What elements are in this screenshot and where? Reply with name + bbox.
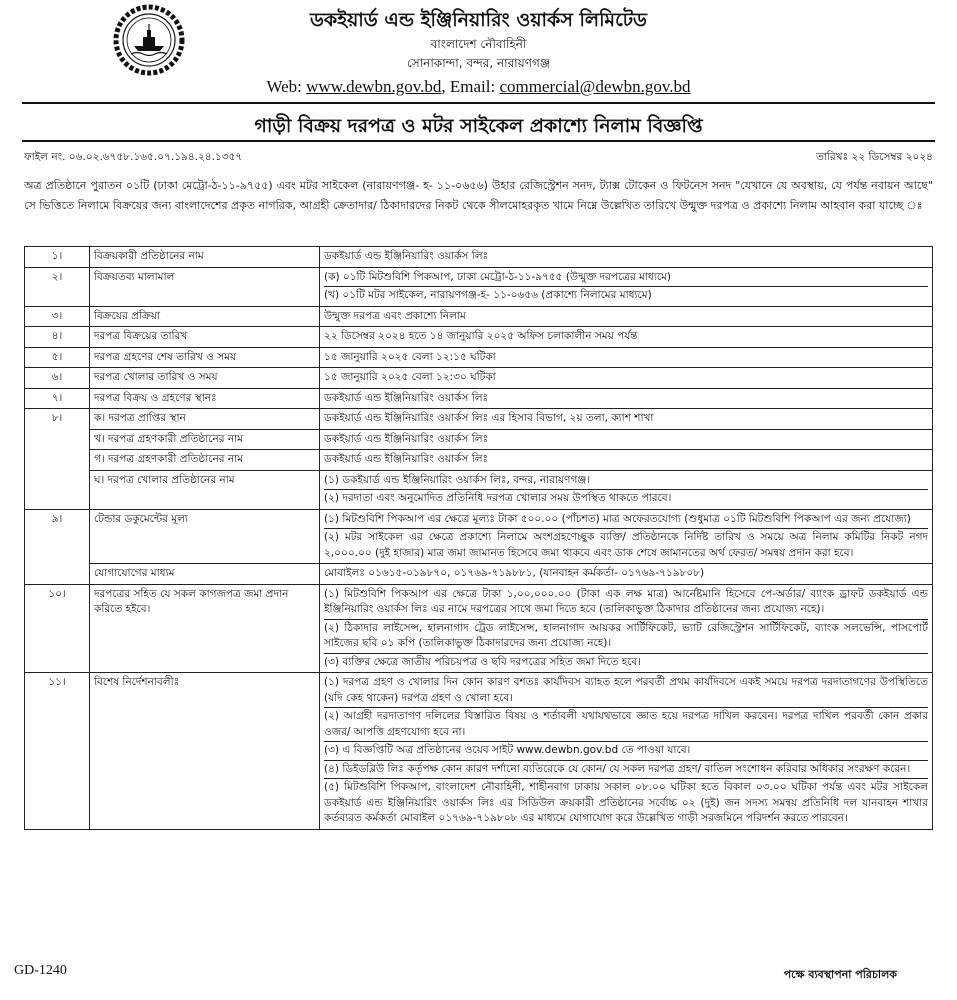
table-row [25, 347, 933, 368]
email-link[interactable]: commercial@dewbn.gov.bd [499, 77, 691, 96]
title-divider-bottom [22, 140, 935, 142]
serial-number: ৮। [25, 409, 90, 510]
serial-number: ৭। [25, 388, 90, 409]
table-row [25, 247, 933, 268]
row-value: ১৫ জানুয়ারি ২০২৫ বেলা ১২:৩০ ঘটিকা [320, 368, 933, 389]
table-row [25, 450, 933, 471]
row-label: টেন্ডার ডকুমেন্টের মূল্য [90, 509, 320, 564]
row-label: দরপত্র খোলার তারিখ ও সময় [90, 368, 320, 389]
row-value [320, 470, 933, 509]
row-value: ২২ ডিসেম্বর ২০২৪ হতে ১৪ জানুয়ারি ২০২৫ অফিস চলাকালীন সময় পর্যন্ত [320, 327, 933, 348]
table-row [25, 388, 933, 409]
serial-number: ১০। [25, 584, 90, 673]
row-label: যোগাযোগের মাধ্যম [90, 564, 320, 585]
sub-value: (৪) ডিইডব্লিউ লিঃ কর্তৃপক্ষ কোন কারণ দর্শানো ব্যতিরেকে যে কোন/ যে সকল দরপত্র গ্রহণ/ বাতিল সংশোধন করিবার অধিকার সংরক্ষণ করেন। [324, 760, 928, 778]
row-value: ডকইয়ার্ড এন্ড ইঞ্জিনিয়ারিং ওয়ার্কস লিঃ [320, 450, 933, 471]
row-label: খ। দরপত্র গ্রহণকারী প্রতিষ্ঠানের নাম [90, 429, 320, 450]
sub-value: (১) দরপত্র গ্রহণ ও খোলার দিন কোন কারণ বশতঃ কার্যদিবস ব্যাহত হলে পরবর্তী প্রথম কার্যদিবসে একই সময়ে দরপত্র দরদাতাগণের উপস্থিতিতে (যদি কেহ থাকেন) দরপত্র গ্রহণ ও খোলা হবে। [324, 676, 928, 704]
notice-title: গাড়ী বিক্রয় দরপত্র ও মটর সাইকেল প্রকাশ্যে নিলাম বিজ্ঞপ্তি [254, 115, 703, 137]
title-divider-top [22, 102, 935, 104]
table-row [25, 584, 933, 673]
sub-value: (২) মটর সাইকেল এর ক্ষেত্রে প্রকাশ্যে নিলামে অংশগ্রহণেচ্ছুক ব্যক্তি/ প্রতিষ্ঠানকে নির্দিষ্ট তারিখ ও সময়ে অত্র নিলাম কমিটির নিকট নগদ ২,০০০.০০ (দুই হাজার) মাত্র জমা জামানত হিসেবে জমা থাকবে এবং ডাক শেষে জামানতের অর্থ ফেরত/ সমন্বয় প্রদান করা হবে। [324, 528, 928, 561]
row-value [320, 584, 933, 673]
table-row [25, 509, 933, 564]
table-row [25, 429, 933, 450]
row-label: দরপত্র বিক্রয় ও গ্রহণের স্থানঃ [90, 388, 320, 409]
website-link[interactable]: www.dewbn.gov.bd [306, 77, 442, 96]
table-row [25, 267, 933, 306]
sub-value: (১) ডকইয়ার্ড এন্ড ইঞ্জিনিয়ারিং ওয়ার্কস লিঃ, বন্দর, নারায়ণগঞ্জ। [324, 473, 591, 486]
web-label: Web: [266, 77, 307, 96]
row-label: গ। দরপত্র গ্রহণকারী প্রতিষ্ঠানের নাম [90, 450, 320, 471]
org-address: সোনাকান্দা, বন্দর, নারায়ণগঞ্জ [406, 56, 551, 70]
row-label: ক। দরপত্র প্রাপ্তির স্থান [90, 409, 320, 430]
table-row [25, 564, 933, 585]
table-row [25, 470, 933, 509]
sub-value: (১) মিটশুবিশি পিকআপ এর ক্ষেত্রে টাকা ১,০০,০০০.০০ (টাকা এক লক্ষ মাত্র) আর্নেষ্টমানি হিসেবে পে-অর্ডার/ ব্যাংক ড্রাফট ডকইয়ার্ড এন্ড ইঞ্জিনিয়ারিং ওয়ার্কস লিঃ এর নামে দরপত্রের সাথে জমা দিতে হবে (তালিকাভুক্ত ঠিকাদার প্রতিষ্ঠানের জন্য প্রযোজ্য নহে)। [324, 587, 928, 615]
row-label: দরপত্রের সহিত যে সকল কাগজপত্র জমা প্রদান করিতে হইবে। [90, 584, 320, 673]
table-row [25, 409, 933, 430]
sub-value: (৩) এ বিজ্ঞপ্তিটি অত্র প্রতিষ্ঠানের ওয়েব সাইট www.dewbn.gov.bd তে পাওয়া যাবে। [324, 741, 928, 759]
row-value [320, 509, 933, 564]
row-label: বিশেষ নির্দেশনাবলীঃ [90, 673, 320, 830]
table-row [25, 306, 933, 327]
email-label: , Email: [441, 77, 500, 96]
org-name: ডকইয়ার্ড এন্ড ইঞ্জিনিয়ারিং ওয়ার্কস লিমিটেড [309, 9, 648, 31]
sub-value: (খ) ০১টি মটর সাইকেল, নারায়ণগঞ্জ-হ- ১১-০৬৫৬ (প্রকাশ্যে নিলামের মাধ্যমে) [324, 286, 928, 304]
row-value: ডকইয়ার্ড এন্ড ইঞ্জিনিয়ারিং ওয়ার্কস লিঃ [320, 247, 933, 268]
contact-numbers: মোবাইলঃ ০১৬১৫-০১৯৮৭০, ০১৭৬৯-৭১৯৮৮১, (যানবাহন কর্মকর্তা- ০১৭৬৯-৭১৯৮০৮) [320, 564, 933, 585]
table-row [25, 368, 933, 389]
serial-number: ২। [25, 267, 90, 306]
serial-number: ৫। [25, 347, 90, 368]
row-value: ডকইয়ার্ড এন্ড ইঞ্জিনিয়ারিং ওয়ার্কস লিঃ [320, 429, 933, 450]
row-label: বিক্রয়ের প্রক্রিয়া [90, 306, 320, 327]
serial-number: ৩। [25, 306, 90, 327]
sub-value: (১) মিটশুবিশি পিকআপ এর ক্ষেত্রে মূল্যঃ টাকা ৫০০.০০ (পাঁচশত) মাত্র অফেরতযোগ্য (শুধুমাত্র ০১টি মিটশুবিশি পিকআপ এর জন্য প্রযোজ্য) [324, 512, 911, 525]
row-label: বিক্রয়তব্য মালামাল [90, 267, 320, 306]
table-row [25, 327, 933, 348]
row-value: ডকইয়ার্ড এন্ড ইঞ্জিনিয়ারিং ওয়ার্কস লিঃ এর হিসাব বিভাগ, ২য় তলা, ক্যাশ শাখা [320, 409, 933, 430]
intro-paragraph: অত্র প্রতিষ্ঠানে পুরাতন ০১টি (ঢাকা মেট্রো-ঠ-১১-৯৭৫৫) এবং মটর সাইকেল (নারায়ণগঞ্জ- হ- ১১-০৬৫৬) উহার রেজিস্ট্রেশন সনদ, ট্যাক্স টোকেন ও ফিটনেস সনদ "যেখানে যে অবস্থায়, যে পর্যন্ত নবায়ন আছে" সে ভিত্তিতে নিলামে বিক্রয়ের জন্য বাংলাদেশের প্রকৃত নাগরিক, আগ্রহী ক্রেতাদার/ ঠিকাদারদের নিকট থেকে সীলমোহরকৃত খামে নিম্নে উল্লেখিত তারিখে উন্মুক্ত দরপত্র ও প্রকাশ্যে নিলাম আহবান করা যাচ্ছে ঃ [24, 179, 933, 212]
sub-value: (২) আগ্রহী দরদাতাগণ দলিলের বিস্তারিত বিষয় ও শর্তাবলী যথাযথভাবে জ্ঞাত হয়ে দরপত্র দাখিল করবেন। দরপত্র দাখিল পরবর্তী কোন প্রকার ওজর/ আপত্তি গ্রহণযোগ্য হবে না। [324, 707, 928, 740]
row-value: ডকইয়ার্ড এন্ড ইঞ্জিনিয়ারিং ওয়ার্কস লিঃ [320, 388, 933, 409]
sub-value: (৩) ব্যক্তির ক্ষেত্রে জাতীয় পরিচয়পত্র ও ছবি দরপত্রের সহিত জমা দিতে হবে। [324, 653, 928, 671]
sub-value: (২) দরদাতা এবং অনুমোদিত প্রতিনিধি দরপত্র খোলার সময় উপস্থিত থাকতে পারবে। [324, 489, 928, 507]
org-parent: বাংলাদেশ নৌবাহিনী [430, 37, 527, 51]
row-label: দরপত্র বিক্রয়ের তারিখ [90, 327, 320, 348]
serial-number: ১১। [25, 673, 90, 830]
contact-line [0, 77, 957, 97]
serial-number: ৬। [25, 368, 90, 389]
signatory: পক্ষে ব্যবস্থাপনা পরিচালক [783, 968, 897, 981]
document-code: GD-1240 [14, 963, 67, 978]
row-value: ১৫ জানুয়ারি ২০২৫ বেলা ১২:১৫ ঘটিকা [320, 347, 933, 368]
row-value [320, 673, 933, 830]
serial-number: ৯। [25, 509, 90, 584]
serial-number: ৪। [25, 327, 90, 348]
sub-value: (৫) মিটশুবিশি পিকআপ, বাংলাদেশ নৌবাহিনী, শাহীনবাগ ঢাকায় সকাল ০৮.০০ ঘটিকা হতে বিকাল ০৩.০০ ঘটিকা পর্যন্ত এবং মটর সাইকেল ডকইয়ার্ড এন্ড ইঞ্জিনিয়ারিং ওয়ার্কস লিঃ এর সিডিউল ক্রয়কারী প্রতিষ্ঠানের সর্বোচ্চ ০২ (দুই) জন সদস্য সমন্বয় প্রতিনিধি দল যানবাহন শাখার কর্তব্যরত কর্মকর্তা মোবাইল ০১৭৬৯-৭১৯৮০৮ এর মাধ্যমে যোগাযোগ করে উল্লেখিত গাড়ী সরজমিনে পরিদর্শন করতে পারবেন। [324, 778, 928, 827]
table-row [25, 673, 933, 830]
row-value: উন্মুক্ত দরপত্র এবং প্রকাশ্যে নিলাম [320, 306, 933, 327]
notice-date: তারিখঃ ২২ ডিসেম্বর ২০২৪ [815, 151, 933, 163]
sub-value: (ক) ০১টি মিটশুবিশি পিকআপ, ঢাকা মেট্রো-ঠ-১১-৯৭৫৫ (উন্মুক্ত দরপত্রের মাধ্যমে) [324, 270, 672, 283]
tender-details-table [24, 246, 933, 830]
file-number: ফাইল নং. ০৬.০২.৬৭৫৮.১৬৫.০৭.১৯৪.২৪.১৩৫৭ [24, 151, 243, 163]
sub-value: (২) ঠিকাদার লাইসেন্স, হালনাগাদ ট্রেড লাইসেন্স, হালনাগাদ আয়কর সার্টিফিকেট, ভ্যাট রেজিস্ট্রেশন সার্টিফিকেট, ব্যাংক সলভেন্সি, পাসপোর্ট সাইজের ছবি ০১ কপি (তালিকাভুক্ত ঠিকাদারদের জন্য প্রযোজ্য নহে)। [324, 619, 928, 652]
row-value [320, 267, 933, 306]
row-label: বিক্রয়কারী প্রতিষ্ঠানের নাম [90, 247, 320, 268]
serial-number: ১। [25, 247, 90, 268]
row-label: দরপত্র গ্রহণের শেষ তারিখ ও সময় [90, 347, 320, 368]
row-label: ঘ। দরপত্র খোলার প্রতিষ্ঠানের নাম [90, 470, 320, 509]
